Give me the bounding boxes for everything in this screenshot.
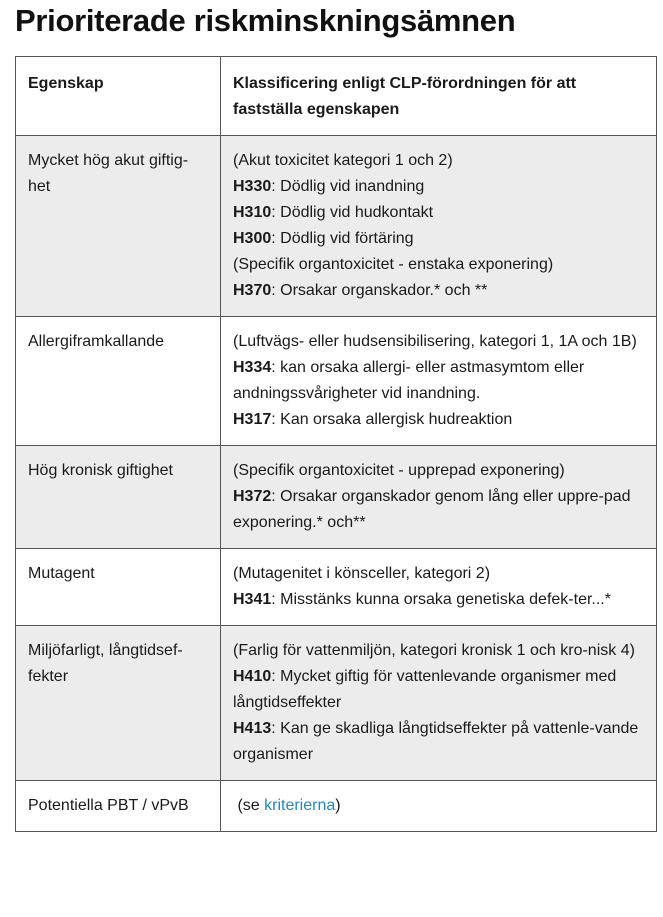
criteria-link[interactable]: kriterierna [264, 797, 336, 814]
classification-line [233, 278, 646, 304]
header-property: Egenskap [16, 57, 221, 136]
hazard-code: H317 [233, 411, 272, 428]
hazard-text: : Dödlig vid förtäring [271, 230, 414, 247]
classification-line [233, 252, 646, 278]
hazard-code: H413 [233, 720, 272, 737]
hazard-code: H334 [233, 359, 272, 376]
hazard-text: : kan orsaka allergi- eller astmasymtom eller andningssvårigheter vid inandning. [233, 359, 585, 402]
hazard-text: : Kan orsaka allergisk hudreaktion [271, 411, 513, 428]
table-row [16, 549, 657, 626]
property-cell: Miljöfarligt, långtidsef-fekter [16, 626, 221, 781]
hazard-code: H330 [233, 178, 272, 195]
hazard-text: (Specifik organtoxicitet - enstaka exponering) [233, 256, 554, 273]
table-row [16, 446, 657, 549]
hazard-text: (Mutagenitet i könsceller, kategori 2) [233, 565, 491, 582]
classification-cell [221, 626, 657, 781]
classification-line [233, 174, 646, 200]
classification-line [233, 329, 646, 355]
property-cell: Mycket hög akut giftig-het [16, 136, 221, 317]
classification-line [233, 484, 646, 536]
property-cell: Mutagent [16, 549, 221, 626]
hazard-text: : Mycket giftig för vattenlevande organismer med långtidseffekter [233, 668, 617, 711]
hazard-text: : Orsakar organskador.* och ** [271, 282, 488, 299]
classification-cell [221, 781, 657, 832]
hazard-code: H372 [233, 488, 272, 505]
classification-line [233, 148, 646, 174]
property-cell: Potentiella PBT / vPvB [16, 781, 221, 832]
criteria-prefix: (se [237, 797, 265, 814]
hazard-code: H300 [233, 230, 272, 247]
table-row [16, 317, 657, 446]
property-cell: Allergiframkallande [16, 317, 221, 446]
classification-line [233, 638, 646, 664]
hazard-text: : Orsakar organskador genom lång eller uppre-pad exponering.* och** [233, 488, 631, 531]
hazard-text: (Farlig för vattenmiljön, kategori kronisk 1 och kro-nisk 4) [233, 642, 635, 659]
classification-line [233, 561, 646, 587]
classification-cell [221, 549, 657, 626]
classification-line [233, 716, 646, 768]
classification-cell [221, 136, 657, 317]
hazard-code: H310 [233, 204, 272, 221]
hazard-text: : Misstänks kunna orsaka genetiska defek-ter...* [271, 591, 611, 608]
table-row [16, 626, 657, 781]
hazard-code: H410 [233, 668, 272, 685]
classification-line [233, 587, 646, 613]
table-row [16, 136, 657, 317]
classification-line [233, 664, 646, 716]
criteria-suffix: ) [335, 797, 341, 814]
table-row [16, 781, 657, 832]
hazard-text: : Dödlig vid hudkontakt [271, 204, 434, 221]
hazard-text: : Kan ge skadliga långtidseffekter på vattenle-vande organismer [233, 720, 639, 763]
page-title: Prioriterade riskminskningsämnen [15, 3, 516, 38]
hazard-text: (Akut toxicitet kategori 1 och 2) [233, 152, 453, 169]
hazard-text: (Specifik organtoxicitet - upprepad exponering) [233, 462, 565, 479]
table-header-row [16, 57, 657, 136]
classification-cell [221, 446, 657, 549]
hazard-text: (Luftvägs- eller hudsensibilisering, kategori 1, 1A och 1B) [233, 333, 637, 350]
hazard-code: H370 [233, 282, 272, 299]
risk-table [15, 56, 657, 832]
hazard-code: H341 [233, 591, 272, 608]
classification-line [233, 407, 646, 433]
classification-line [233, 226, 646, 252]
classification-line [233, 355, 646, 407]
hazard-text: : Dödlig vid inandning [271, 178, 425, 195]
header-classification: Klassificering enligt CLP-förordningen för att fastställa egenskapen [221, 57, 657, 136]
classification-cell [221, 317, 657, 446]
classification-line [233, 200, 646, 226]
classification-line [233, 458, 646, 484]
property-cell: Hög kronisk giftighet [16, 446, 221, 549]
